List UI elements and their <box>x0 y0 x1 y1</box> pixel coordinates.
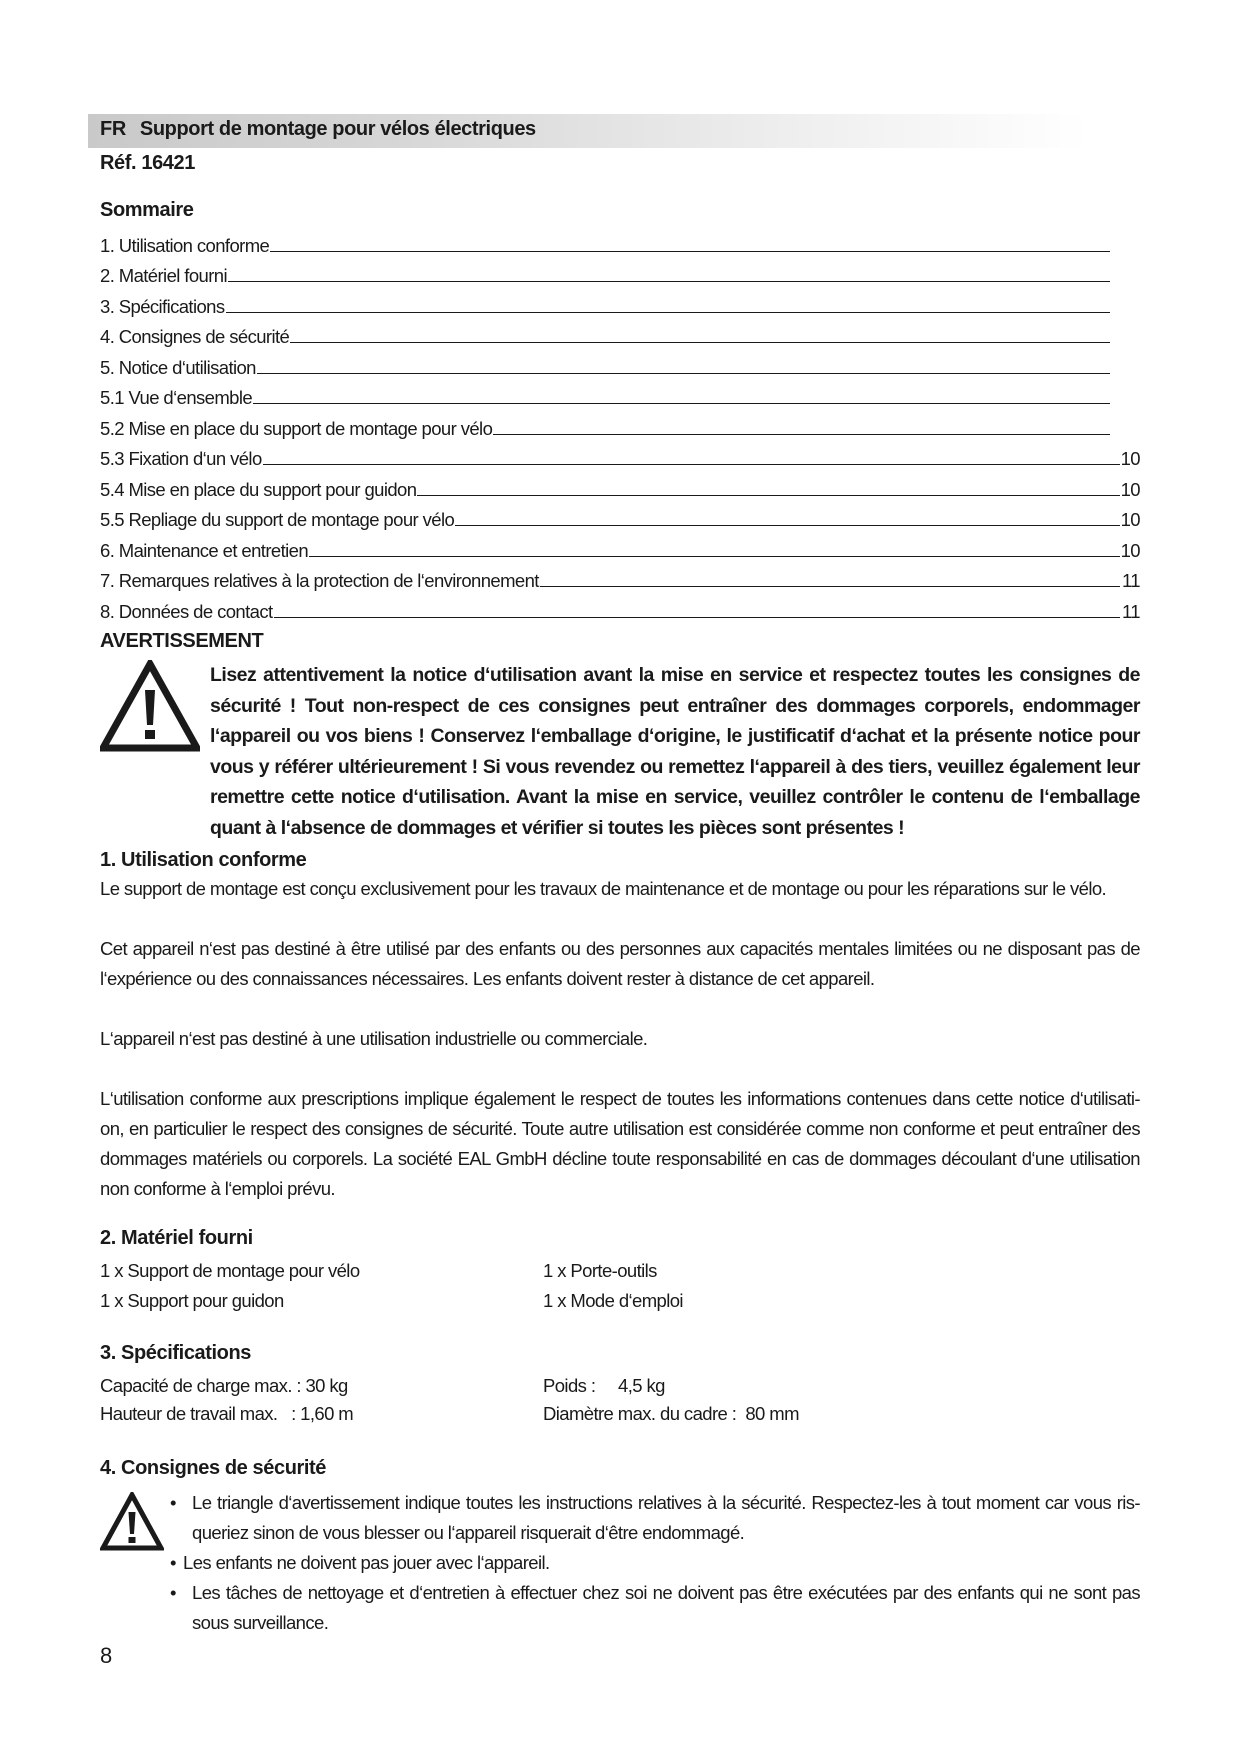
toc-item-label: 5. Notice d‘utilisation <box>100 356 256 378</box>
supplied-item: 1 x Mode d‘emploi <box>543 1290 683 1311</box>
toc-leader-line <box>270 251 1110 252</box>
toc-item <box>100 379 1140 410</box>
list-item <box>100 1286 1140 1316</box>
section-1-paragraph: L‘utilisation conforme aux prescriptions implique également le respect de toutes les informations contenues dans cette notice d‘utilisati-on, en particulier le respect des consignes de sécurité. Toute autre utilisation est considérée comme non conforme et peut entraîner des dommages matériels ou corporels. La société EAL GmbH décline toute responsabilité en cas de dommages découlant d‘une utilisation non conforme à l‘emploi prévu. <box>100 1088 1140 1199</box>
section-3-title: 3. Spécifications <box>100 1342 252 1364</box>
toc-item <box>100 226 1140 257</box>
toc-leader-line <box>226 312 1110 313</box>
toc-item-label: 5.2 Mise en place du support de montage pour vélo <box>100 417 493 439</box>
toc-leader-line <box>253 403 1110 404</box>
toc-page-number: 10 <box>1120 509 1140 530</box>
toc-item-label: 5.5 Repliage du support de montage pour vélo <box>100 509 455 530</box>
supplied-item: 1 x Support de montage pour vélo <box>100 1260 360 1281</box>
toc-page-number: 10 <box>1120 448 1140 469</box>
supplied-item: 1 x Support pour guidon <box>100 1290 284 1311</box>
document-title: Support de montage pour vélos électriques <box>139 118 536 140</box>
document-header <box>100 118 536 141</box>
toc-item-label: 4. Consignes de sécurité <box>100 326 290 347</box>
toc-leader-line <box>290 342 1110 343</box>
toc-page-number: 10 <box>1120 539 1140 561</box>
specification: Hauteur de travail max. : 1,60 m <box>100 1403 354 1424</box>
toc-item <box>100 592 1140 623</box>
toc-item <box>100 287 1140 318</box>
section-4-title: 4. Consignes de sécurité <box>100 1457 327 1479</box>
toc-leader-line <box>228 281 1110 282</box>
toc-item-label: 3. Spécifications <box>100 295 225 317</box>
safety-instruction: Les tâches de nettoyage et d‘entretien à effectuer chez soi ne doivent pas être exécutées par des enfants qui ne sont pas sous surveillance. <box>192 1582 1140 1633</box>
toc-item <box>100 257 1140 288</box>
toc-item <box>100 531 1140 562</box>
toc-item <box>100 409 1140 440</box>
warning-triangle-icon <box>100 1492 164 1557</box>
toc-item-label: 7. Remarques relatives à la protection de l‘environnement <box>100 570 539 591</box>
toc-page-number: 11 <box>1121 570 1140 591</box>
toc-item-label: 2. Matériel fourni <box>100 265 227 286</box>
safety-instruction: Le triangle d‘avertissement indique toutes les instructions relatives à la sécurité. Respectez-les à tout moment car vous ris-queriez sinon de vous blesser ou l‘appareil risquerait d‘être endommagé. <box>192 1492 1140 1543</box>
language-code: FR <box>100 118 126 140</box>
section-1-paragraph: Le support de montage est conçu exclusivement pour les travaux de maintenance et de montage ou pour les réparations sur le vélo. <box>100 878 1107 899</box>
warning-triangle-icon <box>100 660 200 757</box>
toc-leader-line <box>257 373 1110 374</box>
section-1-paragraph: Cet appareil n‘est pas destiné à être utilisé par des enfants ou des personnes aux capacités mentales limitées ou ne disposant pas de l‘expérience ou des connaissances nécessaires. Les enfants doivent rester à distance de cet appareil. <box>100 938 1140 989</box>
list-item <box>100 1372 1140 1400</box>
warning-text: Lisez attentivement la notice d‘utilisation avant la mise en service et respectez toutes les consignes de sécurité ! Tout non-respect de ces consignes peut entraîner des dommages corporels, endommager l‘appareil ou vos biens ! Conservez l‘emballage d‘origine, le justificatif d‘achat et la présente notice pour vous y référer ultérieurement ! Si vous revendez ou remettez l‘appareil à des tiers, veuillez également leur remettre cette notice d‘utilisation. Avant la mise en service, veuillez contrôler le contenu de l‘emballage quant à l‘absence de dommages et vérifier si toutes les pièces sont présentes ! <box>210 664 1140 839</box>
specification: Poids : 4,5 kg <box>543 1375 665 1396</box>
reference-number: Réf. 16421 <box>100 152 195 174</box>
section-1-paragraph: L‘appareil n‘est pas destiné à une utilisation industrielle ou commerciale. <box>100 1028 648 1049</box>
toc-leader-line <box>455 525 1120 526</box>
toc-item <box>100 562 1140 593</box>
toc-leader-line <box>493 434 1110 435</box>
toc-leader-line <box>263 464 1120 465</box>
page-number: 8 <box>100 1643 112 1668</box>
toc-item-label: 8. Données de contact <box>100 600 273 622</box>
toc-item-label: 6. Maintenance et entretien <box>100 539 309 561</box>
specification: Capacité de charge max. : 30 kg <box>100 1375 348 1396</box>
toc-item <box>100 470 1140 501</box>
specifications-list <box>100 1372 1140 1428</box>
bullet-icon: • <box>170 1582 176 1603</box>
toc-item <box>100 440 1140 471</box>
toc-leader-line <box>540 586 1120 587</box>
toc-item <box>100 318 1140 349</box>
supplied-items-list <box>100 1256 1140 1316</box>
toc-title: Sommaire <box>100 199 194 221</box>
toc-item-label: 5.4 Mise en place du support pour guidon <box>100 478 417 500</box>
toc-leader-line <box>274 617 1120 618</box>
supplied-item: 1 x Porte-outils <box>543 1260 657 1281</box>
list-item <box>170 1548 1140 1578</box>
list-item <box>100 1400 1140 1428</box>
table-of-contents <box>100 226 1140 623</box>
bullet-icon: • <box>170 1552 176 1573</box>
toc-item <box>100 348 1140 379</box>
bullet-icon: • <box>170 1492 176 1513</box>
toc-item-label: 1. Utilisation conforme <box>100 234 270 256</box>
toc-page-number: 11 <box>1121 600 1140 622</box>
toc-page-number: 10 <box>1120 478 1140 500</box>
section-2-title: 2. Matériel fourni <box>100 1227 253 1249</box>
toc-item-label: 5.3 Fixation d‘un vélo <box>100 448 262 469</box>
toc-item-label: 5.1 Vue d‘ensemble <box>100 387 253 408</box>
list-item <box>170 1578 1140 1638</box>
list-item <box>100 1256 1140 1286</box>
toc-leader-line <box>309 556 1120 557</box>
toc-leader-line <box>417 495 1120 496</box>
toc-item <box>100 501 1140 532</box>
warning-title: AVERTISSEMENT <box>100 630 264 652</box>
section-1-title: 1. Utilisation conforme <box>100 849 307 871</box>
specification: Diamètre max. du cadre : 80 mm <box>543 1403 799 1424</box>
list-item <box>170 1488 1140 1548</box>
safety-instruction: Les enfants ne doivent pas jouer avec l‘appareil. <box>183 1552 550 1573</box>
